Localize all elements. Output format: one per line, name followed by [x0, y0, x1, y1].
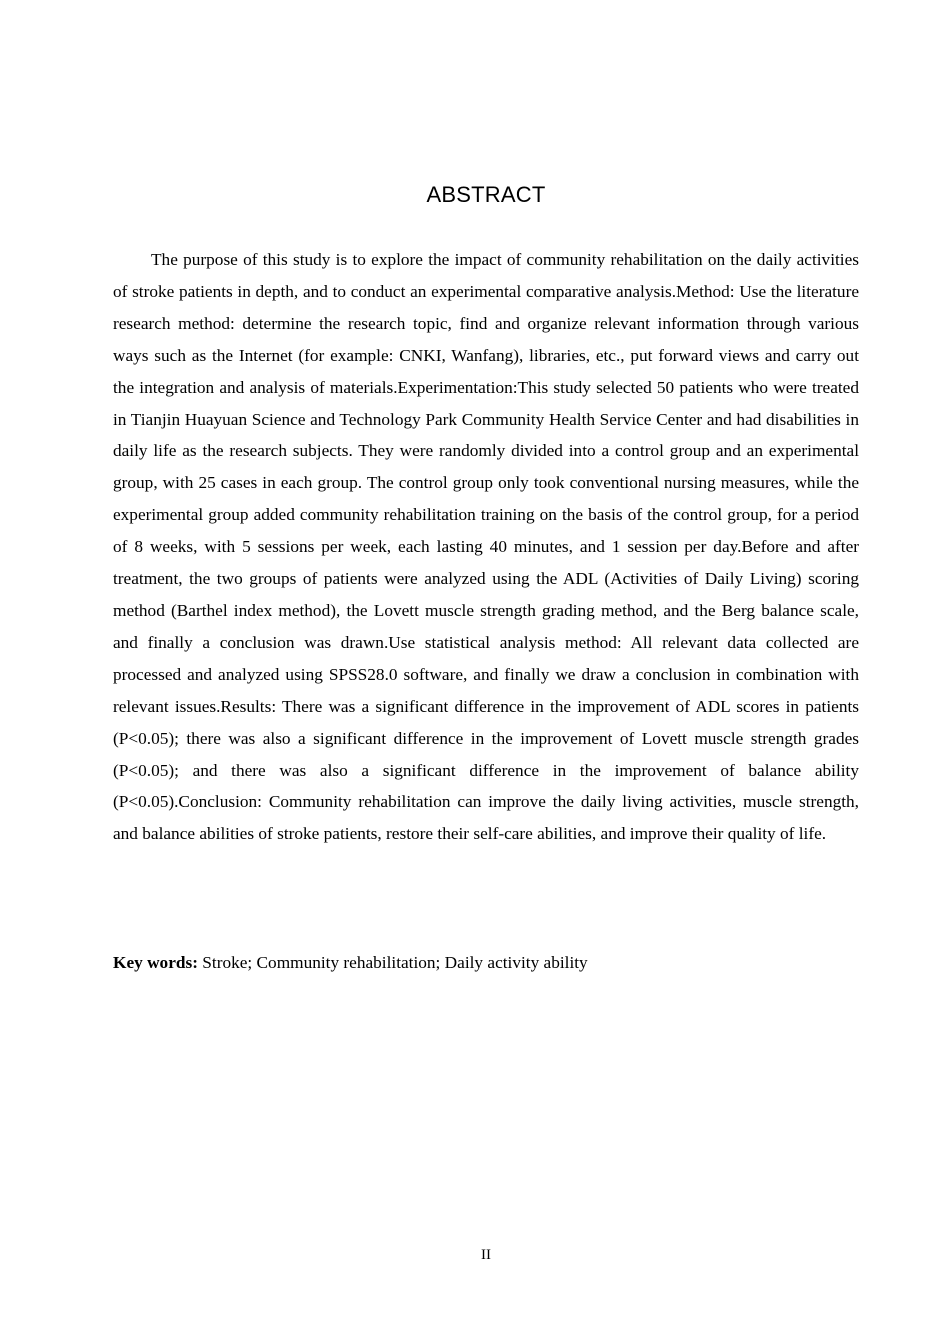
keywords-text: Stroke; Community rehabilitation; Daily activity ability — [197, 953, 588, 972]
abstract-title: ABSTRACT — [426, 182, 546, 207]
keywords-label: Key words: — [113, 953, 198, 972]
keywords-line — [113, 947, 859, 979]
page-number: II — [481, 1247, 491, 1263]
abstract-body: The purpose of this study is to explore the impact of community rehabilitation on the daily activities of stroke patients in depth, and to conduct an experimental comparative analysis.Method: Use the literature research method: determine the research topic, find and organize relevant information through various ways such as the Internet (for example: CNKI, Wanfang), libraries, etc., put forward views and carry out the integration and analysis of materials.Experimentation:This study selected 50 patients who were treated in Tianjin Huayuan Science and Technology Park Community Health Service Center and had disabilities in daily life as the research subjects. They were randomly divided into a control group and an experimental group, with 25 cases in each group. The control group only took conventional nursing measures, while the experimental group added community rehabilitation training on the basis of the control group, for a period of 8 weeks, with 5 sessions per week, each lasting 40 minutes, and 1 session per day.Before and after treatment, the two groups of patients were analyzed using the ADL (Activities of Daily Living) scoring method (Barthel index method), the Lovett muscle strength grading method, and the Berg balance scale, and finally a conclusion was drawn.Use statistical analysis method: All relevant data collected are processed and analyzed using SPSS28.0 software, and finally we draw a conclusion in combination with relevant issues.Results: There was a significant difference in the improvement of ADL scores in patients (P<0.05); there was also a significant difference in the improvement of Lovett muscle strength grades (P<0.05); and there was also a significant difference in the improvement of balance ability (P<0.05).Conclusion: Community rehabilitation can improve the daily living activities, muscle strength, and balance abilities of stroke patients, restore their self-care abilities, and improve their quality of life. — [113, 250, 859, 844]
